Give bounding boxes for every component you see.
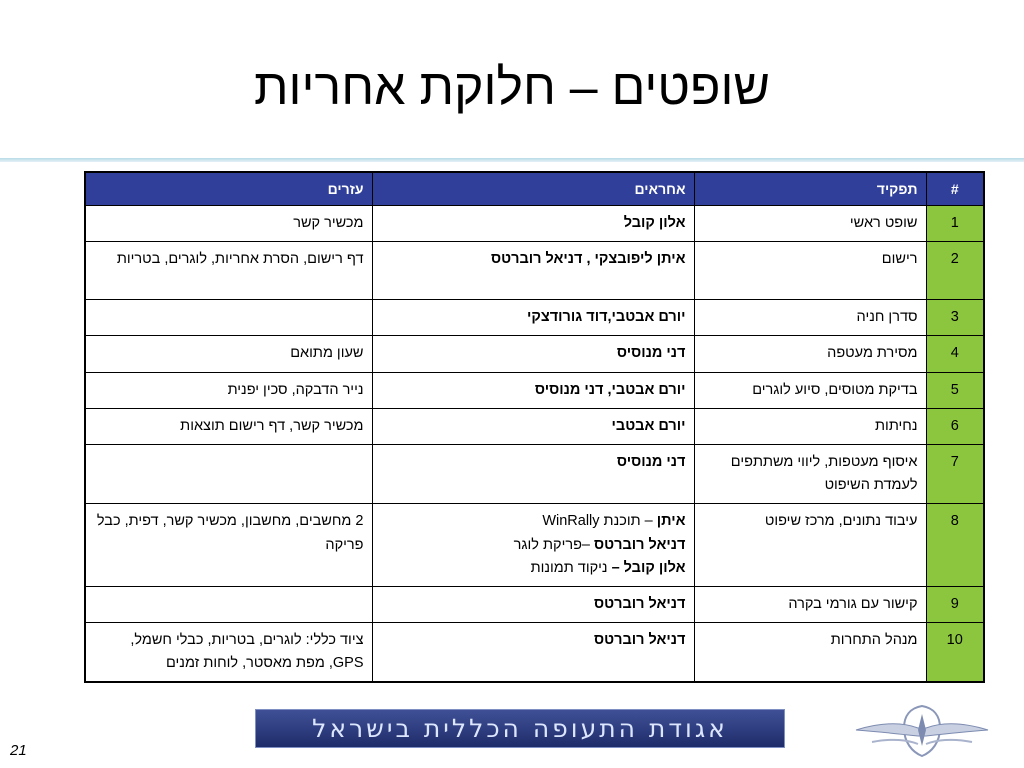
- header-helpers: עזרים: [85, 172, 372, 206]
- row-num: 1: [926, 206, 984, 242]
- header-role: תפקיד: [694, 172, 926, 206]
- responsibility-table: [84, 171, 985, 683]
- table-row: [85, 300, 984, 336]
- row-responsible: דניאל רוברטס: [372, 586, 694, 622]
- table-row: [85, 408, 984, 444]
- row-num: 8: [926, 504, 984, 587]
- row-helpers: [85, 300, 372, 336]
- responsible-line: [381, 510, 686, 533]
- row-responsible: יורם אבטבי, דני מנוסיס: [372, 372, 694, 408]
- row-num: 5: [926, 372, 984, 408]
- responsible-task: ניקוד תמונות: [530, 559, 612, 576]
- header-responsible: אחראים: [372, 172, 694, 206]
- table-row: [85, 206, 984, 242]
- row-helpers: נייר הדבקה, סכין יפנית: [85, 372, 372, 408]
- responsible-name: אלון קובל –: [611, 559, 686, 576]
- page-number: 21: [10, 742, 27, 759]
- row-helpers: מכשיר קשר, דף רישום תוצאות: [85, 408, 372, 444]
- responsibility-table-container: [84, 171, 983, 683]
- row-role: בדיקת מטוסים, סיוע לוגרים: [694, 372, 926, 408]
- title-divider: [0, 158, 1024, 162]
- responsible-line: [381, 557, 686, 580]
- table-row: [85, 242, 984, 300]
- row-role: עיבוד נתונים, מרכז שיפוט: [694, 504, 926, 587]
- row-num: 4: [926, 336, 984, 372]
- table-row: [85, 504, 984, 587]
- row-helpers: דף רישום, הסרת אחריות, לוגרים, בטריות: [85, 242, 372, 300]
- row-role: איסוף מעטפות, ליווי משתתפים לעמדת השיפוט: [694, 444, 926, 503]
- row-responsible: יורם אבטבי: [372, 408, 694, 444]
- row-helpers: מכשיר קשר: [85, 206, 372, 242]
- row-role: קישור עם גורמי בקרה: [694, 586, 926, 622]
- responsible-task: – תוכנת WinRally: [542, 513, 657, 530]
- row-num: 6: [926, 408, 984, 444]
- responsible-line: [381, 534, 686, 557]
- table-row: [85, 372, 984, 408]
- row-responsible: דני מנוסיס: [372, 444, 694, 503]
- row-responsible: אלון קובל: [372, 206, 694, 242]
- table-row: [85, 444, 984, 503]
- row-responsible: דניאל רוברטס: [372, 623, 694, 683]
- airplane-wings-logo-icon: [852, 700, 992, 760]
- row-responsible: איתן ליפובצקי , דניאל רוברטס: [372, 242, 694, 300]
- responsible-name: דניאל רוברטס: [594, 536, 686, 553]
- row-role: סדרן חניה: [694, 300, 926, 336]
- row-num: 10: [926, 623, 984, 683]
- row-role: מנהל התחרות: [694, 623, 926, 683]
- row-helpers: [85, 586, 372, 622]
- table-row: [85, 586, 984, 622]
- row-num: 2: [926, 242, 984, 300]
- organization-banner: אגודת התעופה הכללית בישראל: [255, 709, 785, 748]
- row-responsible: יורם אבטבי,דוד גורודצקי: [372, 300, 694, 336]
- row-role: מסירת מעטפה: [694, 336, 926, 372]
- row-num: 7: [926, 444, 984, 503]
- row-role: שופט ראשי: [694, 206, 926, 242]
- table-header-row: [85, 172, 984, 206]
- responsible-task: –פריקת לוגר: [513, 536, 595, 553]
- row-num: 3: [926, 300, 984, 336]
- row-helpers: ציוד כללי: לוגרים, בטריות, כבלי חשמל, GPS, מפת מאסטר, לוחות זמנים: [85, 623, 372, 683]
- row-helpers: שעון מתואם: [85, 336, 372, 372]
- row-role: רישום: [694, 242, 926, 300]
- table-row: [85, 336, 984, 372]
- row-responsible: דני מנוסיס: [372, 336, 694, 372]
- row-responsible: [372, 504, 694, 587]
- slide-title: שופטים – חלוקת אחריות: [254, 59, 770, 115]
- row-helpers: 2 מחשבים, מחשבון, מכשיר קשר, דפית, כבל פריקה: [85, 504, 372, 587]
- table-row: [85, 623, 984, 683]
- row-role: נחיתות: [694, 408, 926, 444]
- row-num: 9: [926, 586, 984, 622]
- row-helpers: [85, 444, 372, 503]
- header-num: #: [926, 172, 984, 206]
- responsible-name: איתן: [656, 513, 686, 530]
